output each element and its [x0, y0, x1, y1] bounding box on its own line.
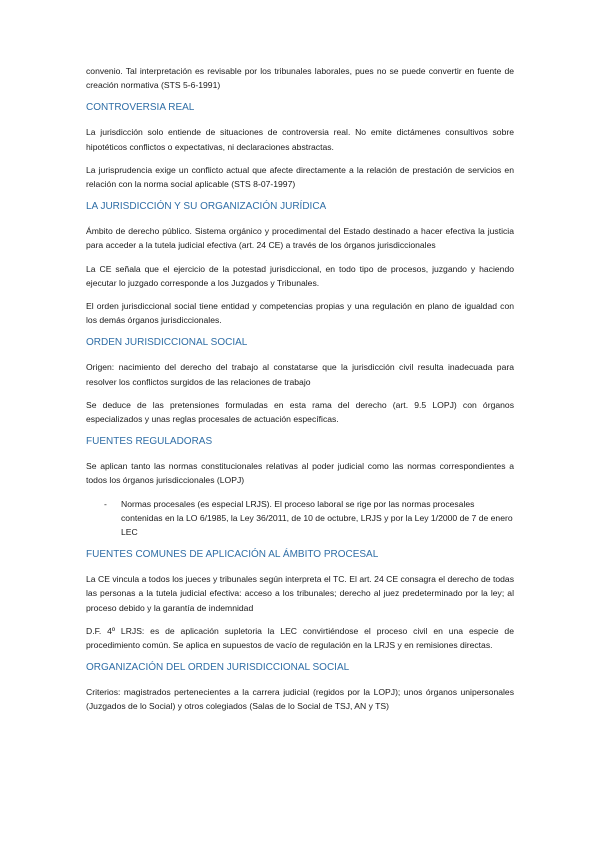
heading-controversia-real: CONTROVERSIA REAL — [86, 102, 195, 114]
paragraph-organizacion-1: Criterios: magistrados pertenecientes a la carrera judicial (regidos por la LOPJ); unos órganos unipersonales (Juzgados de lo Social) y otros colegiados (Salas de lo Social de TSJ, AN y TS) — [86, 687, 514, 712]
dash-bullet: - — [104, 498, 107, 509]
heading-fuentes-reguladoras: FUENTES REGULADORAS — [86, 436, 213, 448]
list-item-text: Normas procesales (es especial LRJS). El proceso laboral se rige por las normas procesales contenidas en la LO 6/1985, la Ley 36/2011, de 10 de octubre, LRJS y por la Ley 1/2000 de 7 de enero LEC — [121, 498, 513, 538]
heading-fuentes-comunes: FUENTES COMUNES DE APLICACIÓN AL ÁMBITO PROCESAL — [86, 549, 379, 561]
paragraph-jurisdiccion-2: La CE señala que el ejercicio de la potestad jurisdiccional, en todo tipo de procesos, juzgando y haciendo ejecutar lo juzgado corresponde a los Juzgados y Tribunales. — [86, 263, 514, 288]
paragraph-orden-1: Origen: nacimiento del derecho del trabajo al constatarse que la jurisdicción civil resulta inadecuada para resolver los conflictos surgidos de las relaciones de trabajo — [86, 362, 514, 387]
heading-jurisdiccion-organizacion: LA JURISDICCIÓN Y SU ORGANIZACIÓN JURÍDICA — [86, 201, 327, 213]
fuentes-list — [86, 497, 514, 540]
list-item — [86, 497, 514, 540]
heading-organizacion-orden-social: ORGANIZACIÓN DEL ORDEN JURISDICCIONAL SOCIAL — [86, 662, 350, 674]
paragraph-orden-2: Se deduce de las pretensiones formuladas en esta rama del derecho (art. 9.5 LOPJ) con órganos especializados y unas reglas procesales de actuación específicas. — [86, 399, 514, 425]
paragraph-controversia-2: La jurisprudencia exige un conflicto actual que afecte directamente a la relación de prestación de servicios en relación con la norma social aplicable (STS 8-07-1997) — [86, 164, 514, 190]
paragraph-fuentes-comunes-2: D.F. 4º LRJS: es de aplicación supletoria la LEC convirtiéndose el proceso civil en una especie de procedimiento común. Se aplica en supuestos de vacío de regulación en la LRJS y en remisiones directas. — [86, 625, 514, 651]
paragraph-jurisdiccion-1: Ámbito de derecho público. Sistema orgánico y procedimental del Estado destinado a hacer efectiva la justicia para acceder a la tutela judicial efectiva (art. 24 CE) a través de los órganos jurisdiccionales — [86, 226, 514, 251]
paragraph-fuentes-comunes-1: La CE vincula a todos los jueces y tribunales según interpreta el TC. El art. 24 CE consagra el derecho de todas las personas a la tutela judicial efectiva: acceso a los tribunales; derecho al juez predeterminado por la ley; al proceso debido y la garantía de indemnidad — [86, 574, 514, 613]
paragraph-fuentes-1: Se aplican tanto las normas constitucionales relativas al poder judicial como las normas correspondientes a todos los órganos jurisdiccionales (LOPJ) — [86, 461, 514, 486]
paragraph-controversia-1: La jurisdicción solo entiende de situaciones de controversia real. No emite dictámenes consultivos sobre hipotéticos conflictos o expectativas, ni declaraciones abstractas. — [86, 127, 514, 152]
heading-orden-jurisdiccional-social: ORDEN JURISDICCIONAL SOCIAL — [86, 337, 248, 349]
document-page — [86, 64, 514, 723]
paragraph-continuation: convenio. Tal interpretación es revisable por los tribunales laborales, pues no se puede convertir en fuente de creación normativa (STS 5-6-1991) — [86, 66, 514, 91]
paragraph-jurisdiccion-3: El orden jurisdiccional social tiene entidad y competencias propias y una regulación en plano de igualdad con los demás órganos jurisdiccionales. — [86, 301, 514, 326]
